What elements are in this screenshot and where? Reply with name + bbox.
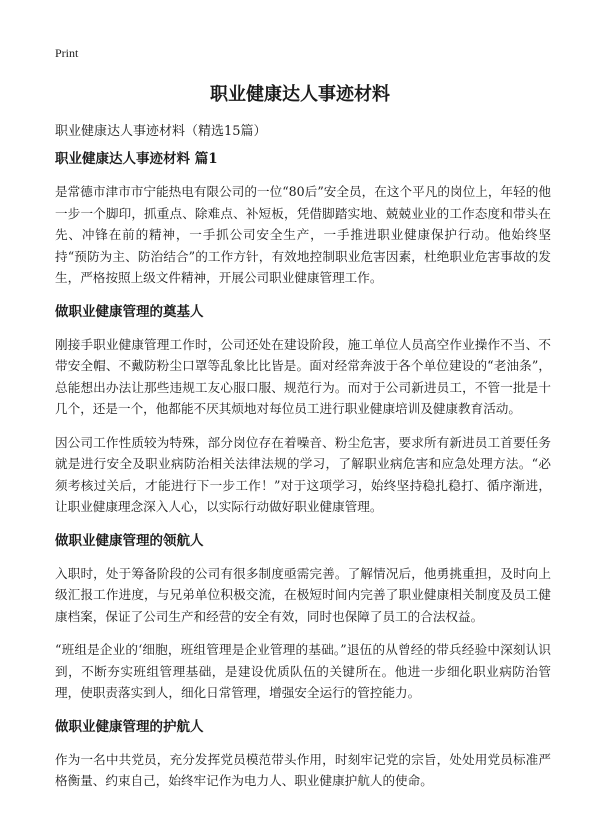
page-title: 职业健康达人事迹材料 [210,84,390,105]
document-subtitle: 职业健康达人事迹材料（精选15篇） [55,124,267,139]
paragraph: 因公司工作性质较为特殊，部分岗位存在着噪音、粉尘危害，要求所有新进员工首要任务就是进行安全及职业病防治相关法律法规的学习，了解职业病危害和应急处理方法。“必须考核过关后，才能进行下一步工作！”对于这项学习，始终坚持稳扎稳打、循序渐进，让职业健康理念深入人心，以实际行动做好职业健康管理。 [55,434,551,514]
paragraph: 作为一名中共党员，充分发挥党员模范带头作用，时刻牢记党的宗旨，处处用党员标准严格衡量、约束自己，始终牢记作为电力人、职业健康护航人的使命。 [55,751,551,788]
paragraph: “班组是企业的‘细胞，班组管理是企业管理的基础。”退伍的从曾经的带兵经验中深刻认识到，不断夯实班组管理基础，是建设优质队伍的关键所在。他进一步细化职业病防治管理，使职责落实到人，细化日常管理，增强安全运行的管控能力。 [55,642,551,700]
section-heading: 职业健康达人事迹材料 篇1 [55,151,218,167]
paragraph: 入职时，处于筹备阶段的公司有很多制度亟需完善。了解情况后，他勇挑重担，及时向上级汇报工作进度，与兄弟单位积极交流，在极短时间内完善了职业健康相关制度及员工健康档案，保证了公司生产和经营的安全有效，同时也保障了员工的合法权益。 [55,565,551,624]
paragraph: 刚接手职业健康管理工作时，公司还处在建设阶段，施工单位人员高空作业操作不当、不带安全帽、不戴防粉尘口罩等乱象比比皆是。面对经常奔波于各个单位建设的“老油条”，总能想出办法让那些违规工友心服口服、规范行为。而对于公司新进员工，不管一批是十几个，还是一个，他都能不厌其烦地对每位员工进行职业健康培训及健康教育活动。 [55,336,551,416]
section-heading: 做职业健康管理的领航人 [55,532,204,549]
section-heading: 做职业健康管理的护航人 [55,718,204,735]
document-body [55,148,551,792]
section-heading: 做职业健康管理的奠基人 [55,303,204,320]
print-link[interactable]: Print [55,46,79,60]
paragraph: 是常德市津市市宁能热电有限公司的一位“80后”安全员，在这个平凡的岗位上，年轻的他一步一个脚印，抓重点、除难点、补短板，凭借脚踏实地、兢兢业业的工作态度和带头在先、冲锋在前的精神，一手抓公司安全生产，一手推进职业健康保护行动。他始终坚持“预防为主、防治结合”的工作方针，有效地控制职业危害因素，杜绝职业危害事故的发生，严格按照上级文件精神，开展公司职业健康管理工作。 [55,184,551,285]
